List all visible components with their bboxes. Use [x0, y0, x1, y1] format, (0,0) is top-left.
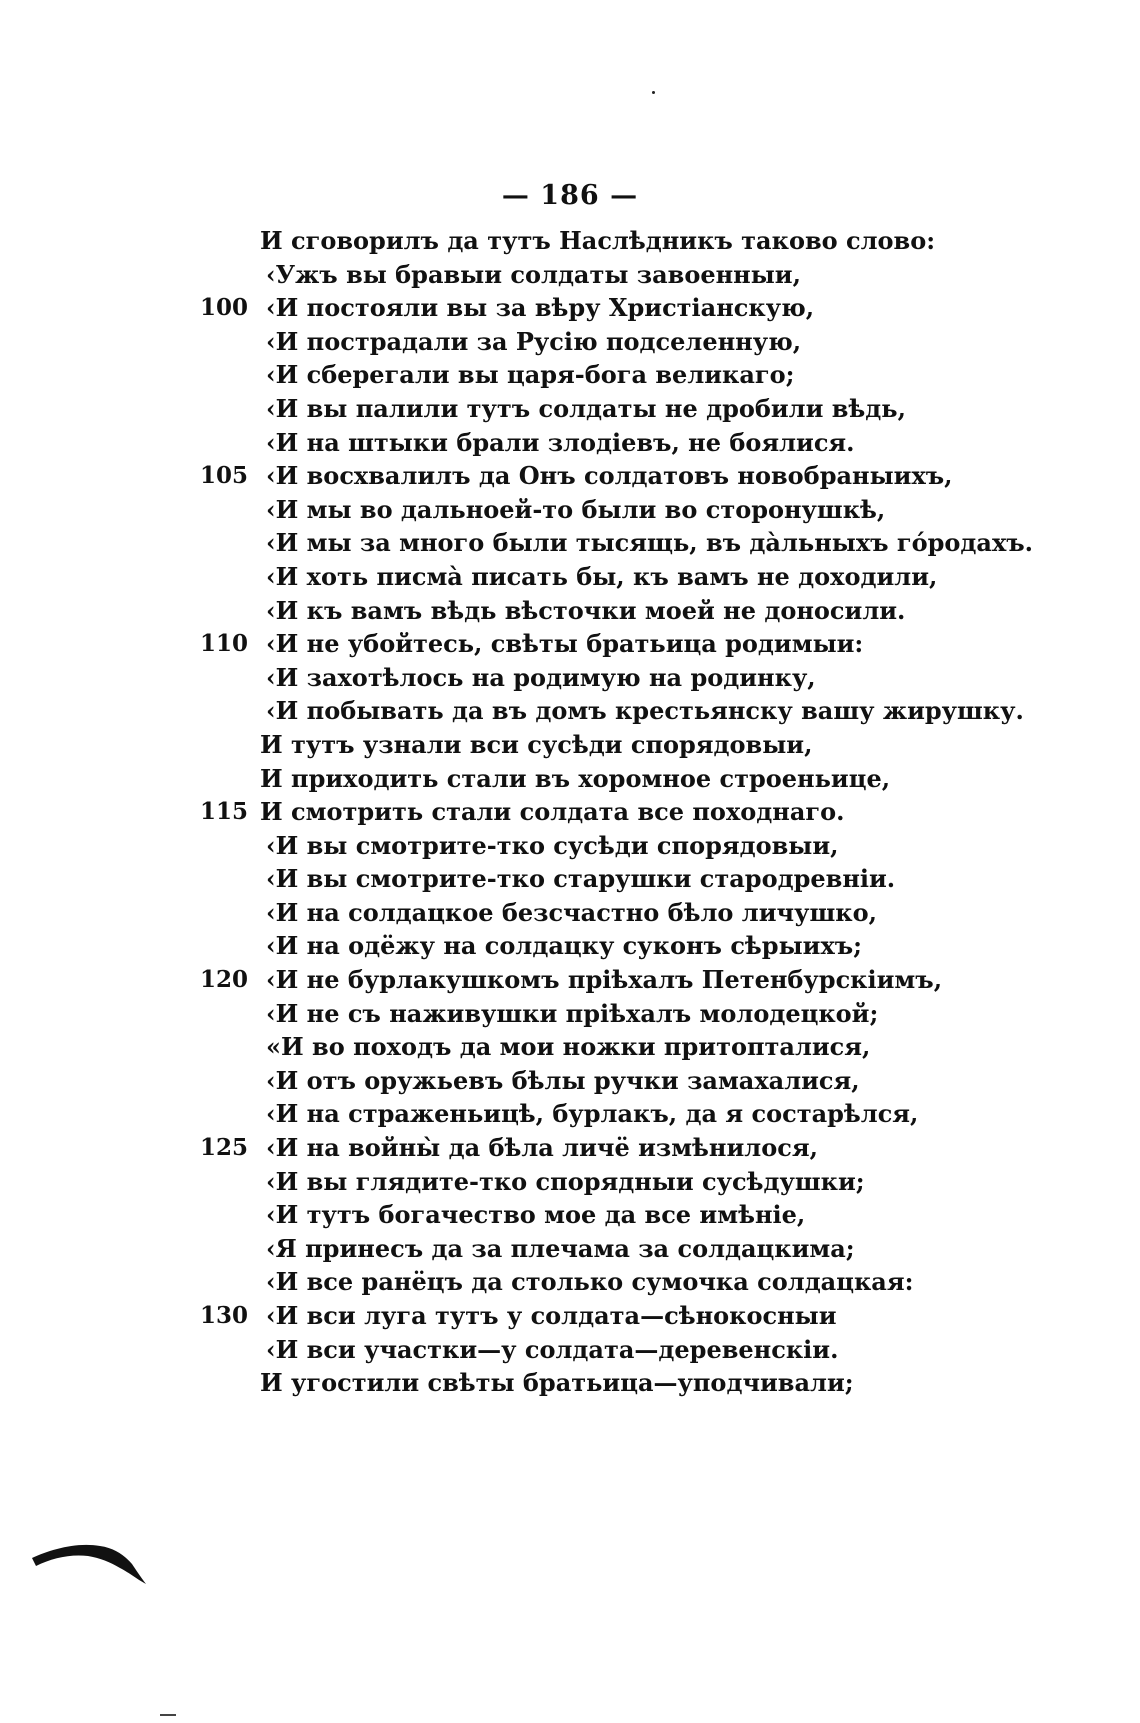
verse-line	[200, 526, 1100, 560]
verse-text: ‹И на солдацкое безсчастно бѣло личушко,	[266, 897, 877, 927]
verse-text: ‹И на одёжу на солдацку суконъ сѣрыихъ;	[266, 931, 863, 961]
verse-text: ‹И не убойтесь, свѣты братьица родимыи:	[266, 629, 864, 659]
page-number: — 186 —	[501, 180, 639, 211]
verse-line	[200, 325, 1100, 359]
verse-text: ‹И сберегали вы царя-бога великаго;	[266, 360, 795, 390]
verse-text: ‹И постояли вы за вѣру Христіанскую,	[266, 293, 815, 323]
line-number: 125	[200, 1134, 249, 1162]
line-number: 110	[200, 630, 249, 658]
verse-text: ‹И вси луга тутъ у солдата—сѣнокосныи	[266, 1301, 837, 1330]
verse-line	[200, 1097, 1100, 1131]
verse-text: ‹И захотѣлось на родимую на родинку,	[266, 662, 816, 692]
line-number: 100	[200, 294, 249, 322]
line-number: 120	[200, 966, 249, 994]
verse-line	[200, 594, 1100, 628]
verse-text: ‹И восхвалилъ да Онъ солдатовъ новобраныихъ,	[266, 461, 953, 491]
verse-text: ‹И вы смотрите-тко сусѣди спорядовыи,	[266, 830, 839, 860]
verse-line	[200, 1064, 1100, 1098]
verse-text: «И во походъ да мои ножки притопталися,	[266, 1032, 871, 1062]
verse-line	[200, 1131, 1100, 1165]
verse-text: ‹И мы за много были тысящь, въ да̀льныхъ го́родахъ.	[266, 528, 1034, 558]
verse-line	[200, 392, 1100, 426]
verse-line	[200, 829, 1100, 863]
verse-line	[200, 1299, 1100, 1333]
verse-text: ‹И не съ наживушки пріѣхалъ молодецкой;	[266, 998, 879, 1028]
verse-text: И смотрить стали солдата все походнаго.	[260, 797, 845, 827]
verse-line	[200, 694, 1100, 728]
verse-text: ‹И вы смотрите-тко старушки стародревніи.	[266, 864, 896, 894]
verse-line	[200, 1198, 1100, 1232]
verse-text: ‹И хоть писма̀ писать бы, къ вамъ не доходили,	[266, 561, 938, 591]
verse-text: ‹И вси участки—у солдата—деревенскіи.	[266, 1334, 839, 1364]
verse-text: ‹Я принесъ да за плечама за солдацкима;	[266, 1233, 855, 1263]
verse-line	[200, 258, 1100, 292]
verse-text: ‹И побывать да въ домъ крестьянску вашу жирушку.	[266, 696, 1024, 726]
verse-text: ‹И мы во дальноей-то были во сторонушкѣ,	[266, 494, 886, 524]
verse-text: ‹И пострадали за Русію подселенную,	[266, 326, 802, 356]
verse-text: ‹И вы глядите-тко спорядныи сусѣдушки;	[266, 1166, 865, 1196]
verse-line	[200, 862, 1100, 896]
verse-text: И приходить стали въ хоромное строеньицe,	[260, 763, 891, 793]
verse-line	[200, 1030, 1100, 1064]
verse-line	[200, 1232, 1100, 1266]
verse-text: ‹И на страженьицѣ, бурлакъ, да я состарѣлся,	[266, 1099, 919, 1129]
verse-text: ‹И отъ оружьевъ бѣлы ручки замахалися,	[266, 1065, 860, 1095]
verse-text: ‹И все ранёцъ да столько сумочка солдацкая:	[266, 1267, 914, 1297]
verse-text: ‹И тутъ богачество мое да все имѣніе,	[266, 1200, 806, 1230]
verse-text: ‹И вы палили тутъ солдаты не дробили вѣдь,	[266, 393, 906, 423]
ink-blot-mark	[30, 1528, 150, 1588]
verse-line	[200, 1265, 1100, 1299]
verse-line	[200, 728, 1100, 762]
verse-line	[200, 963, 1100, 997]
verse-line	[200, 1165, 1100, 1199]
line-number: 130	[200, 1302, 249, 1329]
verse-line	[200, 493, 1100, 527]
verse-block	[200, 224, 1100, 1400]
verse-text: И сговорилъ да тутъ Наслѣдникъ таково слово:	[260, 226, 936, 255]
verse-line	[200, 661, 1100, 695]
scan-mark	[160, 1714, 176, 1716]
verse-line	[200, 291, 1100, 325]
verse-line	[200, 1366, 1100, 1400]
verse-line	[200, 762, 1100, 796]
verse-text: ‹И на штыки брали злодіевъ, не боялися.	[266, 427, 855, 457]
verse-text: ‹Ужъ вы бравыи солдаты завоенныи,	[266, 259, 801, 289]
verse-line	[200, 358, 1100, 392]
line-number: 115	[200, 798, 249, 826]
verse-text: И тутъ узнали вси сусѣди спорядовыи,	[260, 729, 813, 759]
verse-line	[200, 426, 1100, 460]
verse-line	[200, 560, 1100, 594]
verse-line	[200, 224, 1100, 258]
verse-text: ‹И не бурлакушкомъ пріѣхалъ Петенбурскіимъ,	[266, 965, 943, 995]
verse-text: ‹И на войны̀ да бѣла личё измѣнилося,	[266, 1133, 818, 1163]
verse-text: ‹И къ вамъ вѣдь вѣсточки моей не доносили.	[266, 595, 906, 625]
ink-speck	[652, 91, 655, 94]
verse-line	[200, 795, 1100, 829]
verse-line	[200, 896, 1100, 930]
verse-line	[200, 627, 1100, 661]
verse-line	[200, 997, 1100, 1031]
verse-line	[200, 1333, 1100, 1367]
verse-line	[200, 929, 1100, 963]
verse-text: И угостили свѣты братьица—уподчивали;	[260, 1368, 854, 1398]
line-number: 105	[200, 462, 249, 490]
verse-line	[200, 459, 1100, 493]
